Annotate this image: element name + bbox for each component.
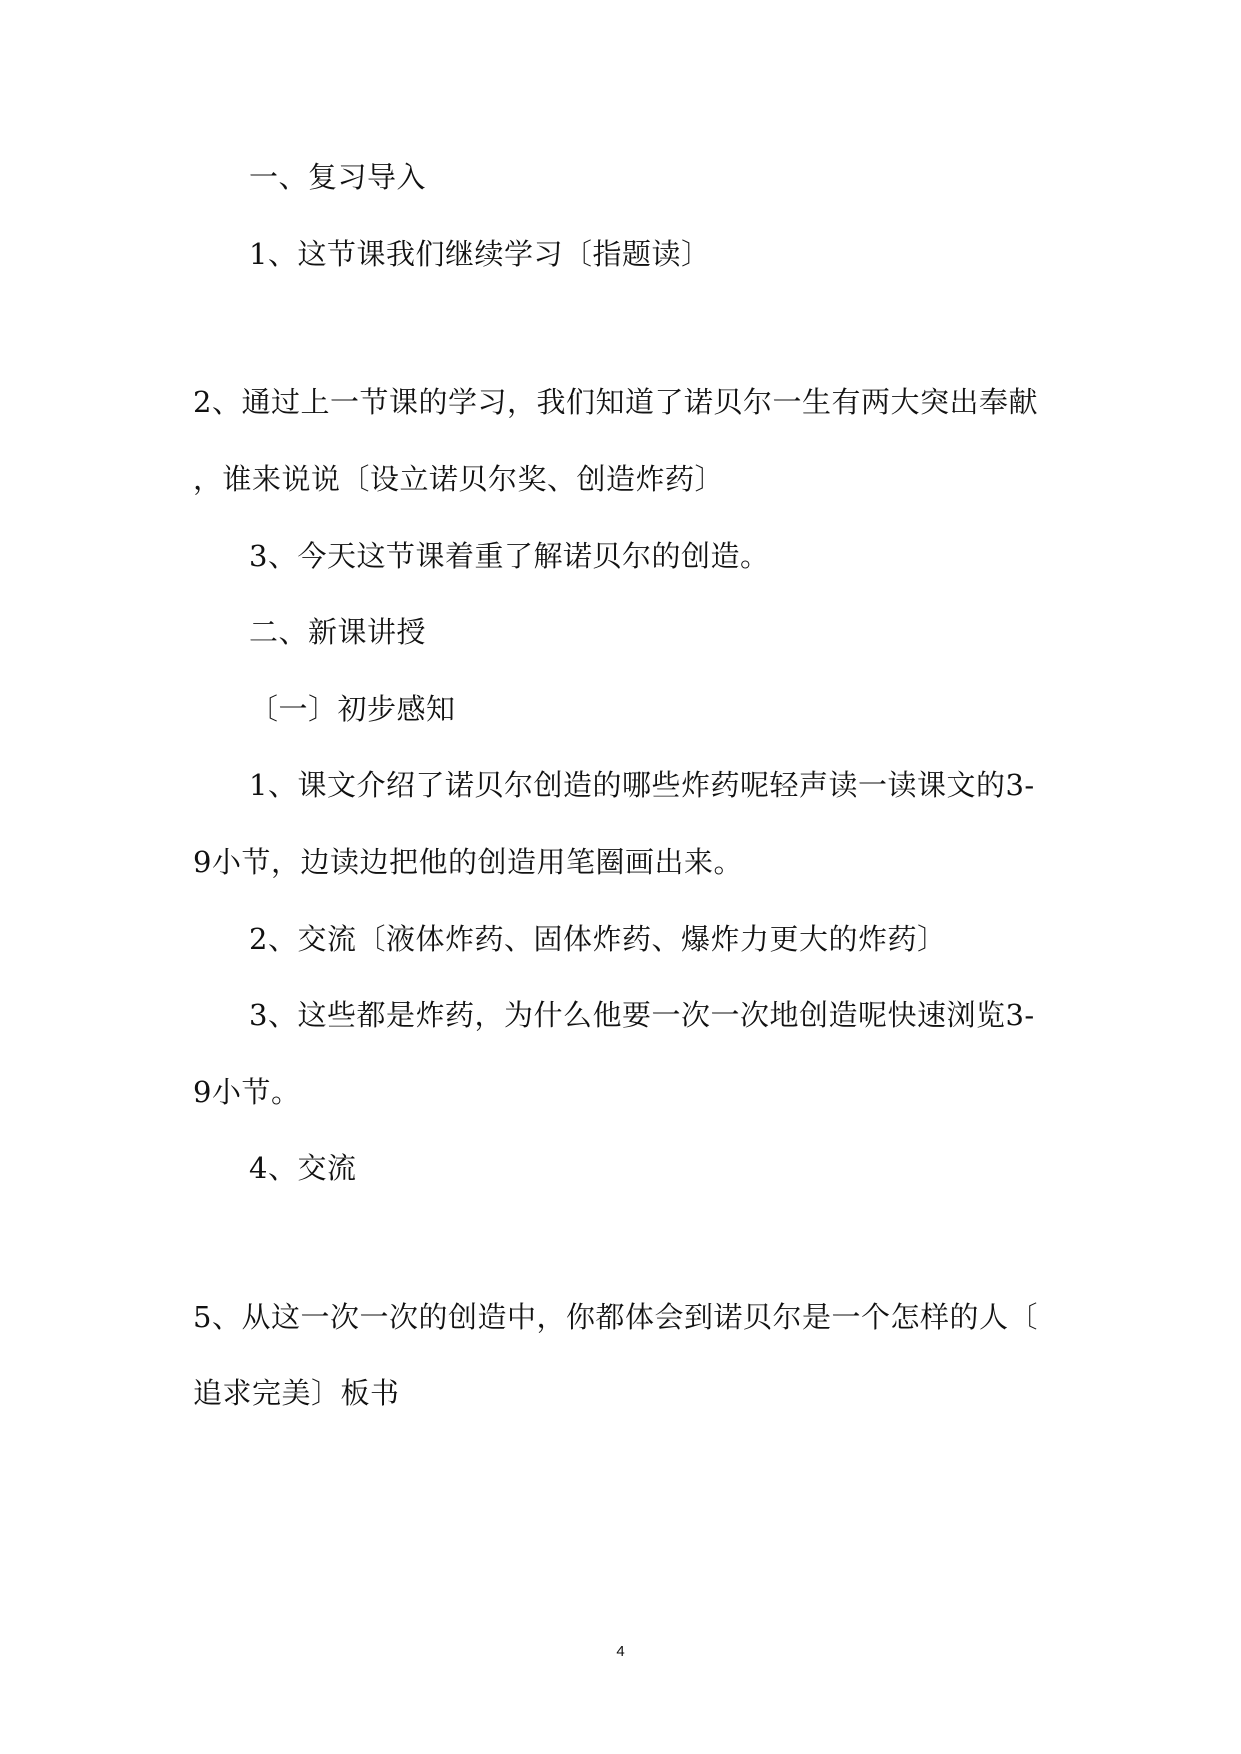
section-heading-new-lesson: 二、新课讲授: [249, 615, 427, 649]
paragraph-line: 2、通过上一节课的学习，我们知道了诺贝尔一生有两大突出奉献: [193, 385, 1038, 419]
paragraph-line: 5、从这一次一次的创造中，你都体会到诺贝尔是一个怎样的人〔: [193, 1300, 1038, 1334]
paragraph-line: 2、交流〔液体炸药、固体炸药、爆炸力更大的炸药〕: [249, 922, 947, 956]
paragraph-line: 9小节。: [193, 1075, 301, 1109]
paragraph-line: 4、交流: [249, 1151, 357, 1185]
subsection-heading: 〔一〕初步感知: [249, 692, 456, 726]
paragraph-line: 1、课文介绍了诺贝尔创造的哪些炸药呢轻声读一读课文的3-: [249, 768, 1035, 802]
paragraph-line: 3、这些都是炸药，为什么他要一次一次地创造呢快速浏览3-: [249, 998, 1035, 1032]
section-heading-review: 一、复习导入: [249, 160, 427, 194]
paragraph-line: 3、今天这节课着重了解诺贝尔的创造。: [249, 539, 770, 573]
paragraph-line: ，谁来说说〔设立诺贝尔奖、创造炸药〕: [193, 462, 725, 496]
page-number: 4: [616, 1643, 625, 1660]
paragraph-line: 9小节，边读边把他的创造用笔圈画出来。: [193, 845, 743, 879]
paragraph-line: 追求完美〕板书: [193, 1376, 400, 1410]
paragraph-line: 1、这节课我们继续学习〔指题读〕: [249, 237, 711, 271]
